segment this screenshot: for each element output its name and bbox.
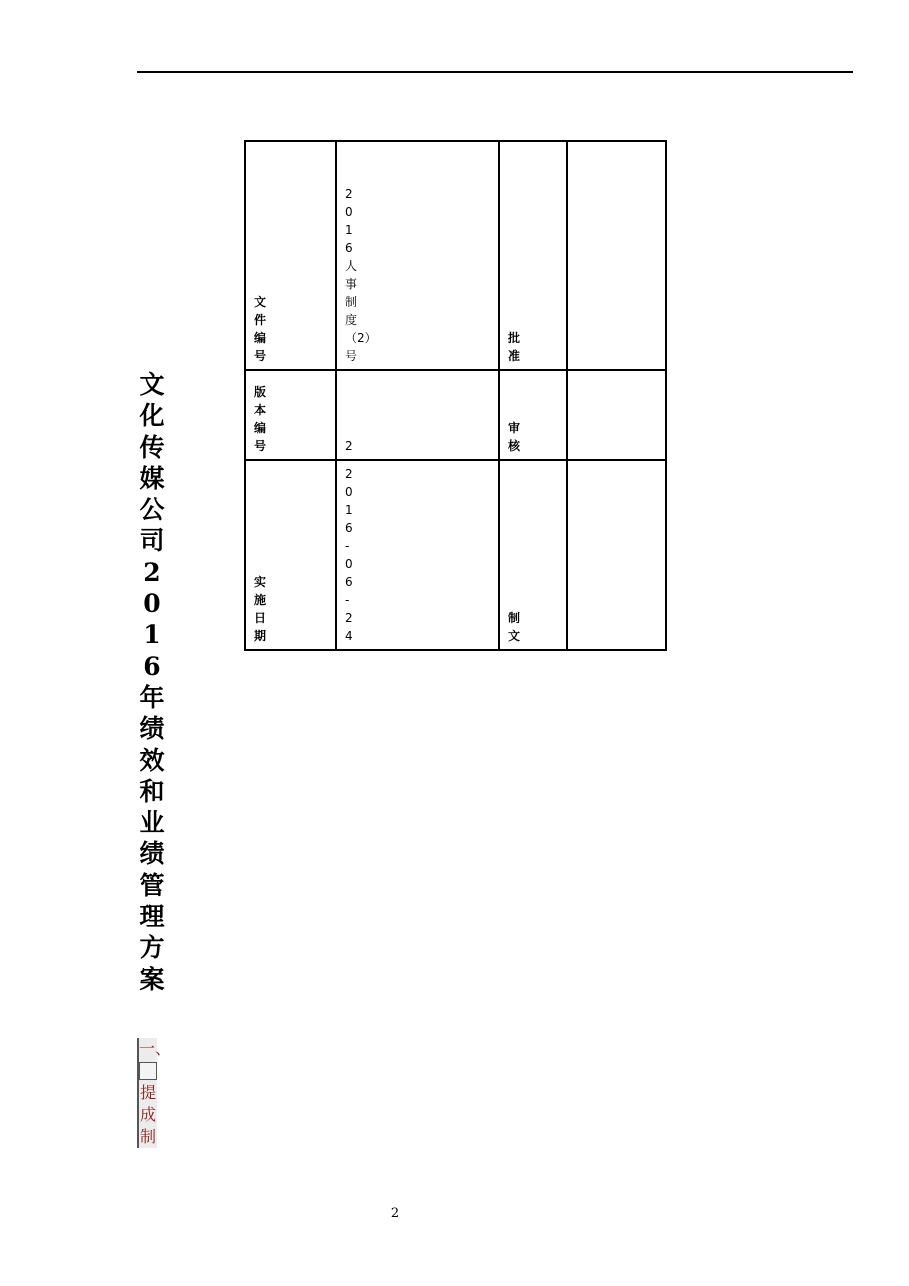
review-value [567,370,666,460]
approve-label: 批准 [499,141,567,370]
file-number-value: 2016人事制度（2）号 [336,141,499,370]
section-heading-number: 一、 [139,1039,172,1058]
section-heading [137,1038,172,1148]
document-info-table [244,140,667,651]
page-number: 2 [390,1206,400,1221]
document-title: 文化传媒公司2016年绩效和业绩管理方案 [139,370,165,994]
header-rule [137,71,853,73]
review-label: 审核 [499,370,567,460]
table-row [245,460,666,650]
approve-value [567,141,666,370]
placeholder-box-icon [139,1062,157,1080]
table-row [245,370,666,460]
version-number-value: 2 [336,370,499,460]
section-heading-text: 提成制 [139,1083,156,1146]
effective-date-label: 实施日期 [245,460,336,650]
version-number-label: 版本编号 [245,370,336,460]
drafted-by-value [567,460,666,650]
file-number-label: 文件编号 [245,141,336,370]
effective-date-value: 2016-06-24 [336,460,499,650]
table-row [245,141,666,370]
drafted-by-label: 制文 [499,460,567,650]
